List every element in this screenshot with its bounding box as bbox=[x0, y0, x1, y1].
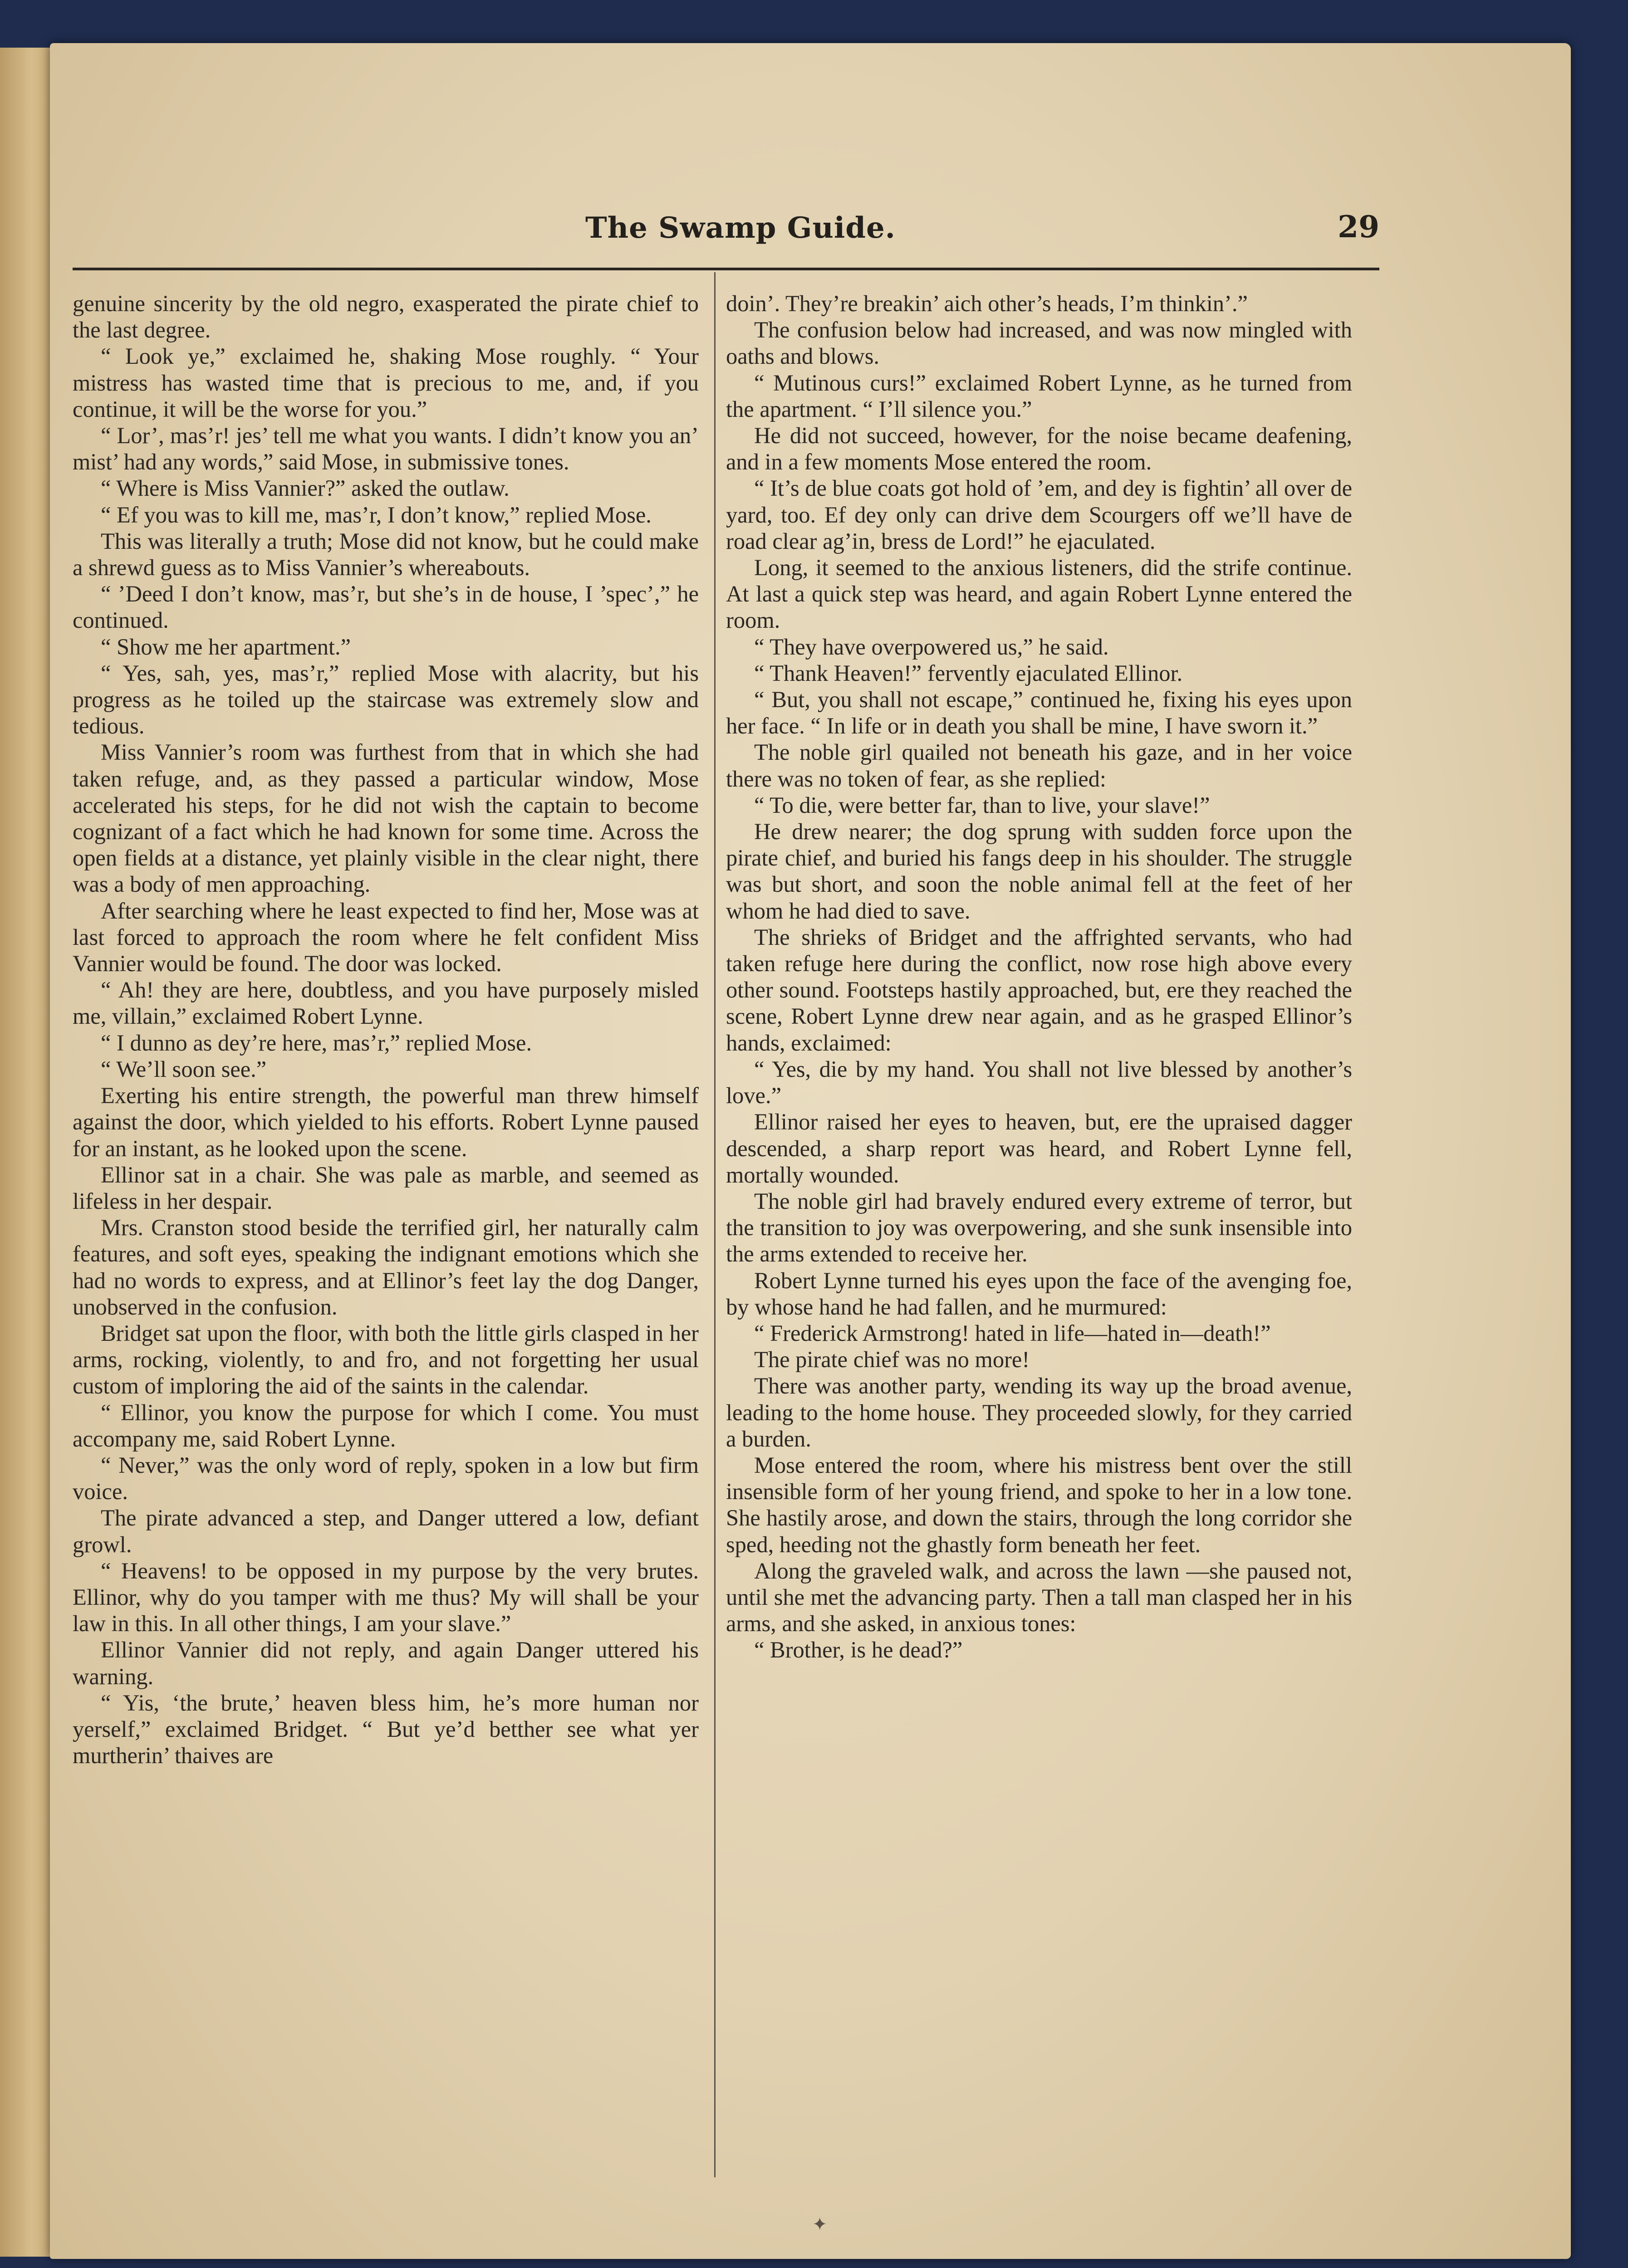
page-header bbox=[73, 209, 1379, 252]
paragraph: Ellinor Vannier did not reply, and again Danger uttered his warning. bbox=[73, 1637, 699, 1689]
paragraph: “ Ah! they are here, doubtless, and you have purposely misled me, villain,” exclaimed Robert Lynne. bbox=[73, 977, 699, 1029]
paragraph: “ ’Deed I don’t know, mas’r, but she’s in de house, I ’spec’,” he continued. bbox=[73, 581, 699, 633]
paragraph: “ Yis, ‘the brute,’ heaven bless him, he’s more human nor yerself,” exclaimed Bridget. “ But ye’d betther see what yer murtherin’ thaives are bbox=[73, 1690, 699, 1769]
paragraph: The noble girl quailed not beneath his gaze, and in her voice there was no token of fear, as she replied: bbox=[726, 739, 1352, 792]
paragraph: “ I dunno as dey’re here, mas’r,” replied Mose. bbox=[101, 1030, 532, 1056]
paragraph: “ Ellinor, you know the purpose for which I come. You must accompany me, said Robert Lynne. bbox=[73, 1399, 699, 1452]
paragraph: Mose entered the room, where his mistress bent over the still insensible form of her young friend, and spoke to her in a low tone. She hastily arose, and down the stairs, through the long corridor she sped, heeding not the ghastly form beneath her feet. bbox=[726, 1452, 1352, 1557]
running-title: The Swamp Guide. bbox=[585, 211, 896, 245]
paragraph: “ Frederick Armstrong! hated in life—hated in—death!” bbox=[754, 1320, 1271, 1346]
paragraph: Mrs. Cranston stood beside the terrified girl, her naturally calm features, and soft eyes, speaking the indignant emotions which she had no words to express, and at Ellinor’s feet lay the dog Danger, unobserved in the confusion. bbox=[73, 1215, 699, 1320]
paragraph: The shrieks of Bridget and the affrighted servants, who had taken refuge here during the conflict, now rose high above every other sound. Footsteps hastily approached, but, ere they reached the scene, Robert Lynne drew near again, and as he grasped Ellinor’s hands, exclaimed: bbox=[726, 924, 1352, 1056]
paragraph: “ Never,” was the only word of reply, spoken in a low but firm voice. bbox=[73, 1452, 699, 1505]
paragraph: Exerting his entire strength, the powerful man threw himself against the door, which yielded to his efforts. Robert Lynne paused for an instant, as he looked upon the scene. bbox=[73, 1083, 699, 1161]
paragraph: “ Yes, die by my hand. You shall not live blessed by another’s love.” bbox=[726, 1056, 1352, 1109]
paragraph: He did not succeed, however, for the noise became deafening, and in a few moments Mose entered the room. bbox=[726, 423, 1352, 475]
paragraph: Long, it seemed to the anxious listeners, did the strife continue. At last a quick step was heard, and again Robert Lynne entered the room. bbox=[726, 555, 1352, 633]
printer-ornament-icon: ✦ bbox=[812, 2214, 828, 2234]
paragraph: “ Thank Heaven!” fervently ejaculated Ellinor. bbox=[754, 660, 1183, 686]
page-number: 29 bbox=[1338, 209, 1379, 244]
paragraph: Ellinor sat in a chair. She was pale as marble, and seemed as lifeless in her despair. bbox=[73, 1162, 699, 1214]
paragraph: “ Where is Miss Vannier?” asked the outlaw. bbox=[101, 475, 510, 501]
paragraph: There was another party, wending its way up the broad avenue, leading to the home house. They proceeded slowly, for they carried a burden. bbox=[726, 1373, 1352, 1452]
paragraph: “ Lor’, mas’r! jes’ tell me what you wants. I didn’t know you an’ mist’ had any words,” said Mose, in submissive tones. bbox=[73, 423, 699, 475]
paragraph: “ To die, were better far, than to live, your slave!” bbox=[754, 792, 1210, 818]
paragraph: After searching where he least expected to find her, Mose was at last forced to approach the room where he felt confident Miss Vannier would be found. The door was locked. bbox=[73, 898, 699, 977]
text-column-right bbox=[726, 290, 1352, 2186]
paragraph: He drew nearer; the dog sprung with sudden force upon the pirate chief, and buried his fangs deep in his shoulder. The struggle was but short, and soon the noble animal fell at the feet of her whom he had died to save. bbox=[726, 819, 1352, 924]
column-divider bbox=[714, 272, 716, 2177]
text-column-left bbox=[73, 290, 699, 2186]
paragraph: The noble girl had bravely endured every extreme of terror, but the transition to joy was overpowering, and she sunk insensible into the arms extended to receive her. bbox=[726, 1188, 1352, 1267]
paragraph: “ They have overpowered us,” he said. bbox=[754, 634, 1109, 660]
paragraph: Miss Vannier’s room was furthest from that in which she had taken refuge, and, as they passed a particular window, Mose accelerated his steps, for he did not wish the captain to become cognizant of a fact which he had known for some time. Across the open fields at a distance, yet plainly visible in the clear night, there was a body of men approaching. bbox=[73, 739, 699, 897]
paragraph: “ Heavens! to be opposed in my purpose by the very brutes. Ellinor, why do you tamper with me thus? My will shall be your law in this. In all other things, I am your slave.” bbox=[73, 1558, 699, 1637]
paragraph: “ But, you shall not escape,” continued he, fixing his eyes upon her face. “ In life or in death you shall be mine, I have sworn it.” bbox=[726, 687, 1352, 739]
paragraph: “ Ef you was to kill me, mas’r, I don’t know,” replied Mose. bbox=[101, 502, 652, 528]
paragraph: “ Yes, sah, yes, mas’r,” replied Mose with alacrity, but his progress as he toiled up the staircase was extremely slow and tedious. bbox=[73, 660, 699, 739]
paragraph: The pirate advanced a step, and Danger uttered a low, defiant growl. bbox=[73, 1505, 699, 1557]
paragraph: “ Mutinous curs!” exclaimed Robert Lynne, as he turned from the apartment. “ I’ll silence you.” bbox=[726, 370, 1352, 422]
paragraph: Along the graveled walk, and across the lawn —she paused not, until she met the advancing party. Then a tall man clasped her in his arms, and she asked, in anxious tones: bbox=[726, 1558, 1352, 1637]
header-rule bbox=[73, 268, 1379, 270]
paragraph: doin’. They’re breakin’ aich other’s heads, I’m thinkin’.” bbox=[726, 291, 1248, 316]
paragraph: “ Look ye,” exclaimed he, shaking Mose roughly. “ Your mistress has wasted time that is precious to me, and, if you continue, it will be the worse for you.” bbox=[73, 343, 699, 422]
paragraph: genuine sincerity by the old negro, exasperated the pirate chief to the last degree. bbox=[73, 291, 699, 343]
paragraph: This was literally a truth; Mose did not know, but he could make a shrewd guess as to Miss Vannier’s whereabouts. bbox=[73, 528, 699, 581]
paragraph: Robert Lynne turned his eyes upon the face of the avenging foe, by whose hand he had fallen, and he murmured: bbox=[726, 1267, 1352, 1320]
paragraph: “ We’ll soon see.” bbox=[101, 1056, 267, 1082]
paragraph: “ Brother, is he dead?” bbox=[754, 1637, 963, 1663]
paragraph: “ It’s de blue coats got hold of ’em, and dey is fightin’ all over de yard, too. Ef dey only can drive dem Scourgers off we’ll have de road clear ag’in, bress de Lord!” he ejaculated. bbox=[726, 475, 1352, 554]
paragraph: The confusion below had increased, and was now mingled with oaths and blows. bbox=[726, 317, 1352, 369]
paragraph: Ellinor raised her eyes to heaven, but, ere the upraised dagger descended, a sharp report was heard, and Robert Lynne fell, mortally wounded. bbox=[726, 1109, 1352, 1188]
paragraph: “ Show me her apartment.” bbox=[101, 634, 351, 660]
paragraph: The pirate chief was no more! bbox=[754, 1347, 1030, 1373]
paragraph: Bridget sat upon the floor, with both the little girls clasped in her arms, rocking, violently, to and fro, and not forgetting her usual custom of imploring the aid of the saints in the calendar. bbox=[73, 1320, 699, 1399]
